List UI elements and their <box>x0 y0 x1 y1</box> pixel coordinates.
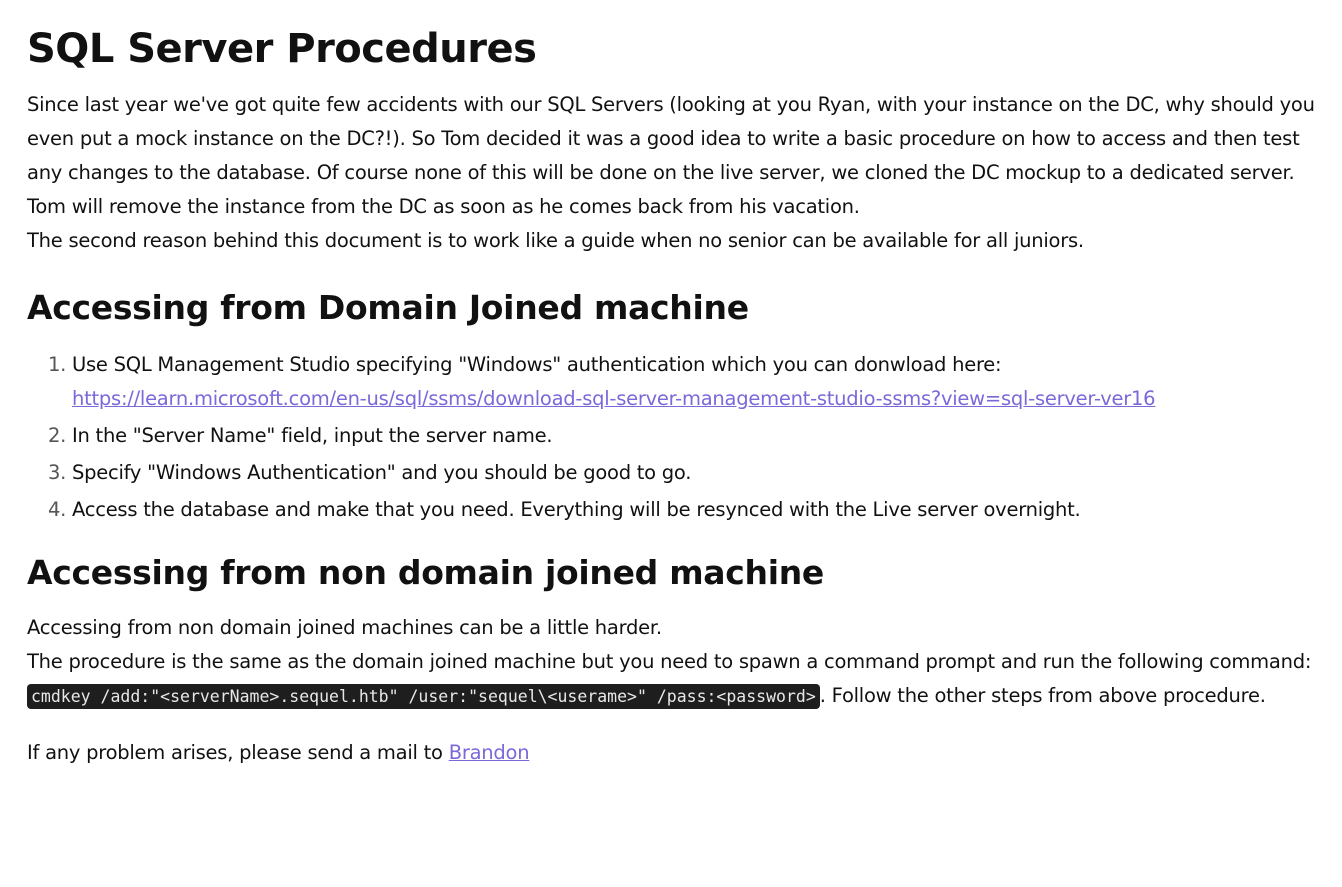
intro-paragraph-2: Tom will remove the instance from the DC as soon as he comes back from his vacation. <box>27 195 860 218</box>
nondomain-paragraph-1: Accessing from non domain joined machines can be a little harder. <box>27 616 662 639</box>
nondomain-section-heading: Accessing from non domain joined machine <box>27 553 824 592</box>
domain-steps-list <box>27 348 1332 527</box>
intro-section <box>27 88 1332 258</box>
page-title: SQL Server Procedures <box>27 26 537 72</box>
brandon-mail-link[interactable]: Brandon <box>448 741 530 764</box>
ssms-download-link[interactable]: https://learn.microsoft.com/en-us/sql/ssms/download-sql-server-management-studio-ssms?view=sql-server-ver16 <box>72 387 1156 410</box>
nondomain-section <box>27 611 1332 714</box>
cmdkey-command: cmdkey /add:"<serverName>.sequel.htb" /user:"sequel\<userame>" /pass:<password> <box>27 684 820 709</box>
intro-paragraph-1: Since last year we've got quite few accidents with our SQL Servers (looking at you Ryan, with your instance on the DC, why should you even put a mock instance on the DC?!). So Tom decided it was a good idea to write a basic procedure on how to access and then test any changes to the database. Of course none of this will be done on the live server, we cloned the DC mockup to a dedicated server. <box>27 93 1315 184</box>
list-item <box>72 419 1332 453</box>
contact-text: If any problem arises, please send a mail to <box>27 741 449 764</box>
step-text: Access the database and make that you need. Everything will be resynced with the Live server overnight. <box>72 498 1081 521</box>
step-text: Specify "Windows Authentication" and you should be good to go. <box>72 461 692 484</box>
nondomain-text-before: The procedure is the same as the domain joined machine but you need to spawn a command prompt and run the following command: <box>27 650 1312 673</box>
contact-paragraph <box>27 736 1332 770</box>
step-text: In the "Server Name" field, input the server name. <box>72 424 553 447</box>
list-item <box>72 456 1332 490</box>
domain-section-heading: Accessing from Domain Joined machine <box>27 288 749 327</box>
list-item <box>72 493 1332 527</box>
nondomain-text-after: . Follow the other steps from above procedure. <box>819 684 1266 707</box>
step-text: Use SQL Management Studio specifying "Windows" authentication which you can donwload here: <box>72 353 1002 376</box>
list-item <box>72 348 1332 416</box>
intro-paragraph-3: The second reason behind this document is to work like a guide when no senior can be available for all juniors. <box>27 229 1084 252</box>
nondomain-paragraph-2 <box>27 645 1332 714</box>
